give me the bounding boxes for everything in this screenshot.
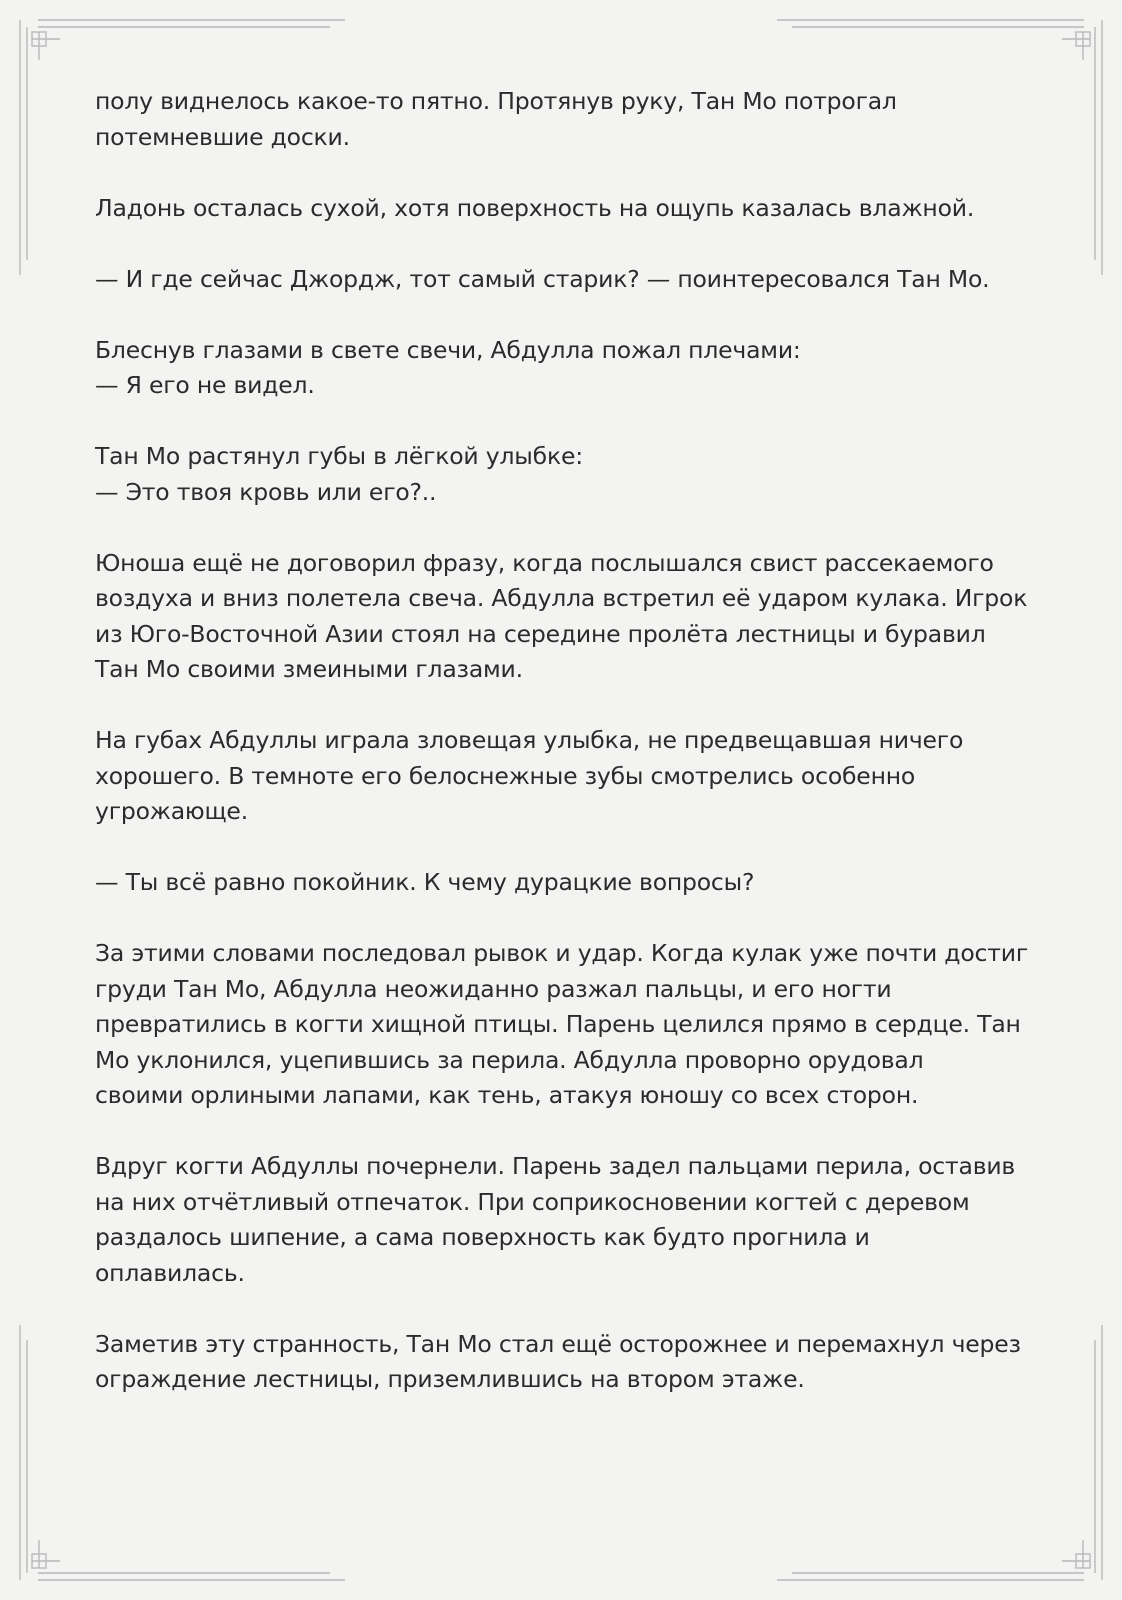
paragraph xyxy=(95,191,1030,227)
text-line: угрожающе. xyxy=(95,797,248,825)
text-line: воздуха и вниз полетела свеча. Абдулла встретил её ударом кулака. Игрок xyxy=(95,584,1028,612)
text-line: Вдруг когти Абдуллы почернели. Парень задел пальцами перила, оставив xyxy=(95,1152,1016,1180)
paragraph xyxy=(95,1149,1030,1291)
text-line: из Юго-Восточной Азии стоял на середине пролёта лестницы и буравил xyxy=(95,619,986,648)
text-line: груди Тан Мо, Абдулла неожиданно разжал пальцы, и его ногти xyxy=(95,974,892,1003)
text-line: — И где сейчас Джордж, тот самый старик? — поинтересовался Тан Мо. xyxy=(95,264,990,293)
paragraph xyxy=(95,723,1030,830)
text-line: на них отчётливый отпечаток. При соприкосновении когтей с деревом xyxy=(95,1187,970,1216)
story-text xyxy=(95,84,1030,1433)
text-line: раздалось шипение, а сама поверхность как будто прогнила и xyxy=(95,1223,870,1251)
text-line: превратились в когти хищной птицы. Парень целился прямо в сердце. Тан xyxy=(95,1010,1021,1038)
text-line: потемневшие доски. xyxy=(95,122,350,151)
text-line: — Ты всё равно покойник. К чему дурацкие вопросы? xyxy=(95,868,755,896)
paragraph xyxy=(95,936,1030,1114)
text-line: Блеснув глазами в свете свечи, Абдулла пожал плечами: xyxy=(95,335,801,364)
text-line: Ладонь осталась сухой, хотя поверхность на ощупь казалась влажной. xyxy=(95,193,975,222)
text-line: Тан Мо растянул губы в лёгкой улыбке: xyxy=(95,442,583,470)
paragraph xyxy=(95,84,1030,155)
paragraph xyxy=(95,546,1030,688)
paragraph xyxy=(95,262,1030,298)
text-line: За этими словами последовал рывок и удар. Когда кулак уже почти достиг xyxy=(95,939,1028,967)
text-line: оплавилась. xyxy=(95,1258,245,1287)
text-line: хорошего. В темноте его белоснежные зубы смотрелись особенно xyxy=(95,761,916,790)
text-line: — Я его не видел. xyxy=(95,371,315,399)
text-line: своими орлиными лапами, как тень, атакуя юношу со всех сторон. xyxy=(95,1081,919,1109)
text-line: полу виднелось какое-то пятно. Протянув руку, Тан Мо потрогал xyxy=(95,87,897,115)
paragraph xyxy=(95,1327,1030,1398)
paragraph xyxy=(95,439,1030,510)
text-line: На губах Абдуллы играла зловещая улыбка, не предвещавшая ничего xyxy=(95,726,964,754)
text-line: Мо уклонился, уцепившись за перила. Абдулла проворно орудовал xyxy=(95,1045,924,1074)
text-line: Юноша ещё не договорил фразу, когда послышался свист рассекаемого xyxy=(95,548,994,577)
paragraph xyxy=(95,333,1030,404)
text-line: Заметив эту странность, Тан Мо стал ещё осторожнее и перемахнул через xyxy=(95,1329,1021,1358)
text-line: — Это твоя кровь или его?.. xyxy=(95,477,437,506)
text-line: Тан Мо своими змеиными глазами. xyxy=(95,655,523,683)
paragraph xyxy=(95,865,1030,901)
text-line: ограждение лестницы, приземлившись на втором этаже. xyxy=(95,1365,805,1393)
